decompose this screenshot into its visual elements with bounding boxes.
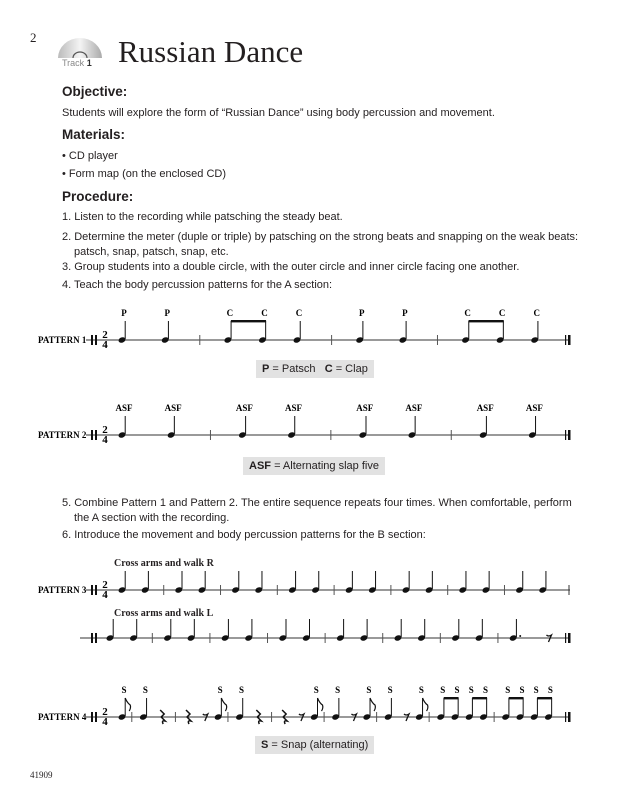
legend-key: P [262, 363, 270, 375]
time-signature: 2 [102, 424, 108, 436]
repeat-barline [91, 430, 93, 440]
note-beam [231, 320, 266, 322]
repeat-barline [91, 633, 93, 643]
track-text: Track [62, 58, 85, 68]
repeat-barline [95, 335, 97, 345]
note-label: C [533, 308, 540, 318]
legend-pattern-1 [256, 360, 374, 378]
page-number: 2 [30, 30, 37, 45]
note-label: P [358, 308, 365, 318]
pattern-name: PATTERN 2 [38, 430, 87, 440]
track-number: 1 [86, 58, 92, 68]
pattern-name: PATTERN 1 [38, 335, 87, 345]
materials-item: • CD player [62, 150, 118, 162]
procedure-step: 1. Listen to the recording while patsching the steady beat. [62, 211, 343, 223]
objective-heading: Objective: [62, 84, 128, 99]
note-label: C [295, 308, 303, 318]
note-label: S [387, 685, 393, 695]
note-label: ASF [235, 403, 253, 413]
legend-value: = Clap [335, 363, 368, 375]
note-beam [469, 320, 504, 322]
note-flag [370, 698, 375, 711]
procedure-step: 5. Combine Pattern 1 and Pattern 2. The entire sequence repeats four times. When comfortable, perform the A section with the recording. [62, 497, 572, 524]
materials-item: • Form map (on the enclosed CD) [62, 168, 227, 180]
note-label: S [519, 685, 525, 695]
note-label: ASF [115, 403, 133, 413]
caption-walk-r: Cross arms and walk R [114, 558, 214, 569]
repeat-barline [91, 712, 93, 722]
note-flag [221, 698, 226, 711]
repeat-barline [95, 633, 97, 643]
note-label: S [366, 685, 372, 695]
time-signature: 4 [102, 434, 108, 446]
note-label: S [468, 685, 474, 695]
pattern-1-staff [0, 300, 618, 360]
procedure-step: 3. Group students into a double circle, with the outer circle and inner circle facing one another. [62, 261, 520, 273]
procedure-heading: Procedure: [62, 189, 134, 204]
caption-walk-l: Cross arms and walk L [114, 608, 214, 619]
pattern-name: PATTERN 3 [38, 585, 87, 595]
track-label [62, 58, 92, 68]
note-label: S [505, 685, 511, 695]
note-flag [125, 698, 130, 711]
note-label: C [498, 308, 506, 318]
legend-value: = Alternating slap five [274, 460, 379, 472]
pattern-name: PATTERN 4 [38, 712, 87, 722]
note-dot [519, 635, 521, 637]
final-barline [565, 430, 566, 440]
repeat-barline [95, 585, 97, 595]
time-signature: 4 [102, 339, 108, 351]
final-barline [565, 633, 566, 643]
repeat-barline [95, 712, 97, 722]
note-label: ASF [356, 403, 374, 413]
time-signature: 4 [102, 589, 108, 601]
legend-pattern-2 [243, 457, 385, 475]
pattern-3-staff-line-2 [0, 598, 618, 658]
note-label: ASF [164, 403, 182, 413]
note-label: ASF [525, 403, 543, 413]
note-label: S [440, 685, 446, 695]
note-beam [472, 697, 487, 699]
legend-value: = Patsch [272, 363, 316, 375]
final-barline [568, 430, 571, 440]
pattern-4-staff [0, 677, 618, 737]
legend-key: C [324, 363, 333, 375]
note-beam [537, 697, 552, 699]
note-label: S [217, 685, 223, 695]
note-flag [317, 698, 322, 711]
repeat-barline [91, 335, 93, 345]
note-label: S [533, 685, 539, 695]
note-label: S [547, 685, 553, 695]
procedure-step: 6. Introduce the movement and body percussion patterns for the B section: [62, 529, 426, 541]
note-label: S [142, 685, 148, 695]
procedure-step: 4. Teach the body percussion patterns for the A section: [62, 279, 333, 291]
final-barline [568, 335, 571, 345]
final-barline [565, 335, 566, 345]
pattern-2-staff [0, 395, 618, 455]
note-label: ASF [476, 403, 494, 413]
note-label: P [164, 308, 170, 318]
repeat-barline [91, 585, 93, 595]
legend-pattern-4 [255, 736, 374, 754]
note-label: ASF [285, 403, 303, 413]
note-label: S [482, 685, 488, 695]
catalog-number: 41909 [30, 770, 53, 780]
final-barline [565, 712, 566, 722]
note-flag [423, 698, 428, 711]
legend-key: ASF [249, 460, 271, 472]
note-label: P [121, 308, 127, 318]
note-beam [444, 697, 459, 699]
note-label: S [121, 685, 127, 695]
note-label: C [226, 308, 234, 318]
note-beam [509, 697, 524, 699]
note-label: S [454, 685, 460, 695]
note-label: S [239, 685, 245, 695]
legend-value: = Snap (alternating) [271, 739, 369, 751]
note-label: S [335, 685, 341, 695]
note-label: S [418, 685, 424, 695]
note-label: S [313, 685, 319, 695]
note-label: C [261, 308, 268, 318]
time-signature: 4 [102, 716, 108, 728]
objective-text: Students will explore the form of “Russian Dance” using body percussion and movement. [62, 107, 495, 119]
time-signature: 2 [102, 579, 108, 591]
materials-heading: Materials: [62, 127, 126, 142]
note-label: P [402, 308, 408, 318]
time-signature: 2 [102, 329, 108, 341]
repeat-barline [95, 430, 97, 440]
time-signature: 2 [102, 706, 108, 718]
final-barline [568, 633, 571, 643]
legend-key: S [261, 739, 269, 751]
note-label: C [464, 308, 471, 318]
procedure-step: 2. Determine the meter (duple or triple) by patsching on the strong beats and snapping on the weak beats: patsch, snap, patsch, snap, etc. [62, 231, 579, 258]
note-label: ASF [405, 403, 423, 413]
final-barline [568, 712, 571, 722]
page-title: Russian Dance [118, 34, 304, 69]
